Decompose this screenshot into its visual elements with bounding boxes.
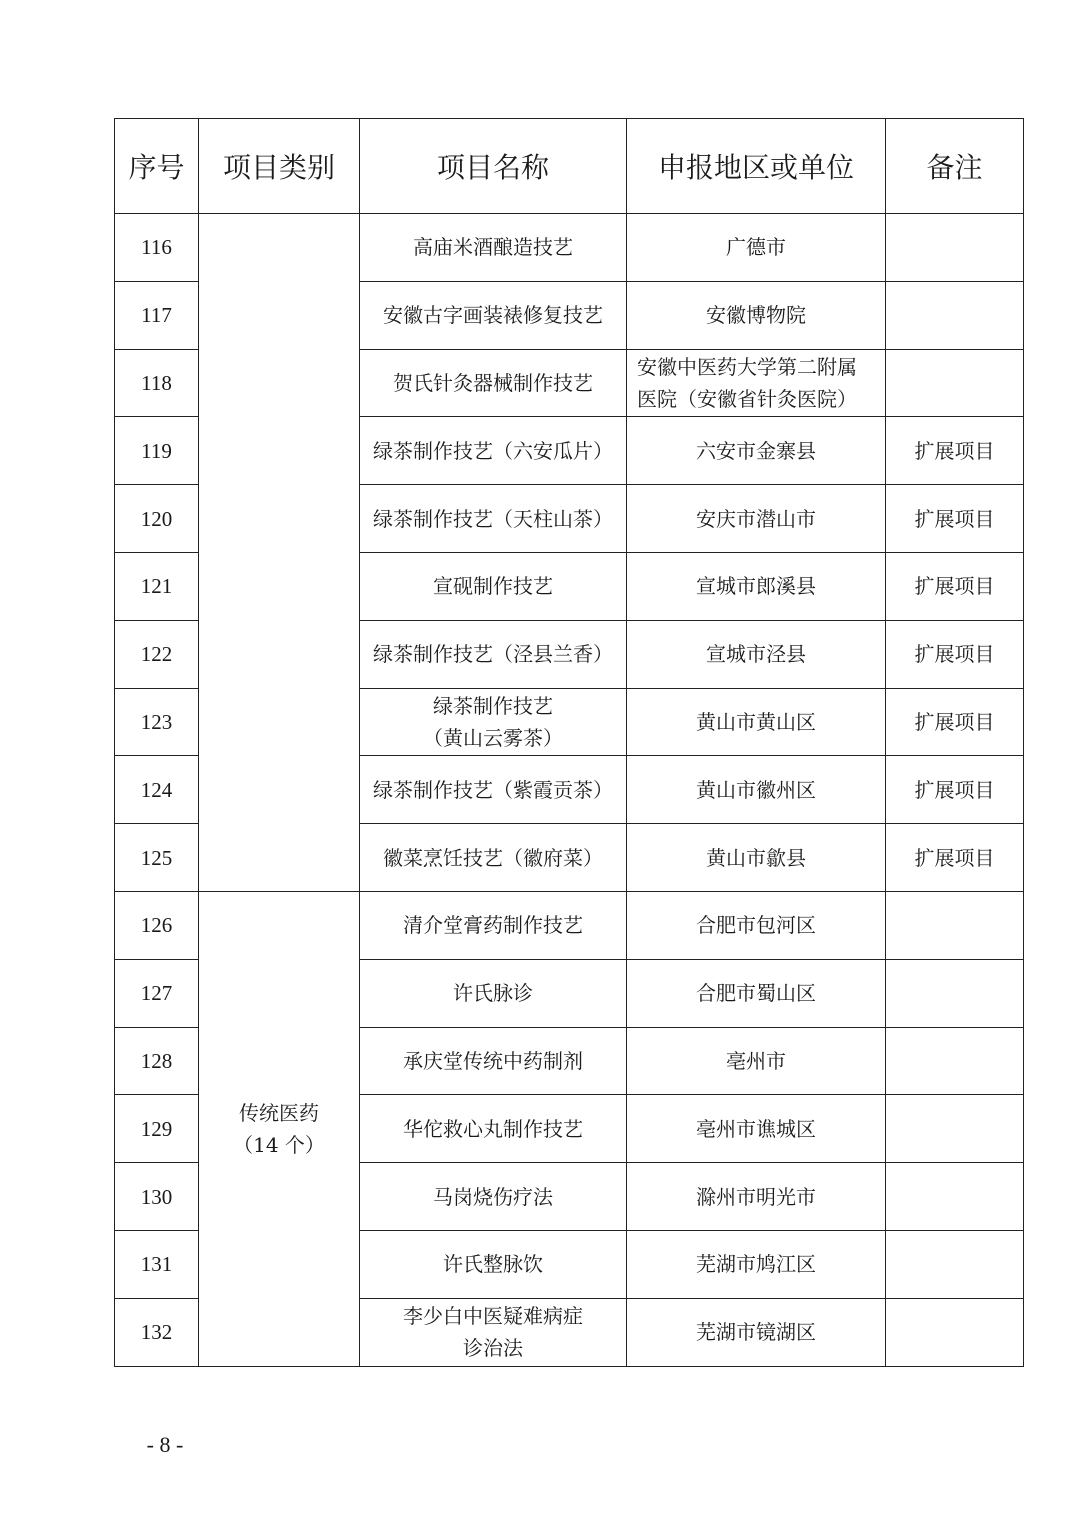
row-no: 118 (115, 349, 199, 417)
row-name: 许氏整脉饮 (360, 1230, 627, 1298)
row-name: 宣砚制作技艺 (360, 552, 627, 620)
row-note (886, 1298, 1024, 1366)
row-no: 132 (115, 1298, 199, 1366)
header-row (115, 119, 1024, 214)
category-count: （14 个） (233, 1132, 325, 1157)
row-no: 122 (115, 620, 199, 688)
row-note (886, 1230, 1024, 1298)
row-region: 亳州市谯城区 (627, 1095, 886, 1163)
row-region: 芜湖市镜湖区 (627, 1298, 886, 1366)
header-region: 申报地区或单位 (627, 119, 886, 214)
row-no: 116 (115, 214, 199, 282)
header-note: 备注 (886, 119, 1024, 214)
row-no: 130 (115, 1163, 199, 1231)
row-region: 黄山市歙县 (627, 824, 886, 892)
row-no: 119 (115, 417, 199, 485)
row-name: 许氏脉诊 (360, 959, 627, 1027)
row-region: 黄山市徽州区 (627, 756, 886, 824)
page-number: - 8 - (146, 1432, 184, 1457)
category-cell-medicine (199, 891, 360, 1366)
table-row (115, 214, 1024, 282)
row-region: 合肥市蜀山区 (627, 959, 886, 1027)
row-name: 徽菜烹饪技艺（徽府菜） (360, 824, 627, 892)
row-note: 扩展项目 (886, 688, 1024, 756)
row-no: 117 (115, 281, 199, 349)
row-region: 合肥市包河区 (627, 891, 886, 959)
row-no: 131 (115, 1230, 199, 1298)
row-note (886, 891, 1024, 959)
table-row (115, 891, 1024, 959)
row-name: 绿茶制作技艺（天柱山茶） (360, 485, 627, 553)
row-region: 滁州市明光市 (627, 1163, 886, 1231)
row-name: 贺氏针灸器械制作技艺 (360, 349, 627, 417)
row-region: 宣城市泾县 (627, 620, 886, 688)
category-label: 传统医药 (239, 1100, 319, 1125)
header-category: 项目类别 (199, 119, 360, 214)
row-name: 清介堂膏药制作技艺 (360, 891, 627, 959)
row-note: 扩展项目 (886, 620, 1024, 688)
row-note: 扩展项目 (886, 756, 1024, 824)
row-name: 绿茶制作技艺（紫霞贡茶） (360, 756, 627, 824)
row-region: 宣城市郎溪县 (627, 552, 886, 620)
row-name: 绿茶制作技艺（泾县兰香） (360, 620, 627, 688)
row-name: 李少白中医疑难病症诊治法 (360, 1298, 627, 1366)
row-no: 121 (115, 552, 199, 620)
row-note (886, 214, 1024, 282)
row-note (886, 349, 1024, 417)
row-name: 安徽古字画装裱修复技艺 (360, 281, 627, 349)
row-note: 扩展项目 (886, 417, 1024, 485)
row-region: 亳州市 (627, 1027, 886, 1095)
row-no: 125 (115, 824, 199, 892)
row-no: 128 (115, 1027, 199, 1095)
row-note: 扩展项目 (886, 552, 1024, 620)
row-region: 六安市金寨县 (627, 417, 886, 485)
header-no: 序号 (115, 119, 199, 214)
row-region: 广德市 (627, 214, 886, 282)
header-name: 项目名称 (360, 119, 627, 214)
row-note: 扩展项目 (886, 485, 1024, 553)
row-no: 129 (115, 1095, 199, 1163)
row-region: 黄山市黄山区 (627, 688, 886, 756)
row-region: 安庆市潜山市 (627, 485, 886, 553)
row-note (886, 959, 1024, 1027)
project-table (114, 118, 1024, 1367)
row-name: 华佗救心丸制作技艺 (360, 1095, 627, 1163)
row-region: 安徽博物院 (627, 281, 886, 349)
row-no: 126 (115, 891, 199, 959)
row-region: 芜湖市鸠江区 (627, 1230, 886, 1298)
row-name: 承庆堂传统中药制剂 (360, 1027, 627, 1095)
row-name: 绿茶制作技艺（六安瓜片） (360, 417, 627, 485)
row-no: 127 (115, 959, 199, 1027)
row-name: 绿茶制作技艺（黄山云雾茶） (360, 688, 627, 756)
row-note (886, 1163, 1024, 1231)
row-name: 马岗烧伤疗法 (360, 1163, 627, 1231)
row-no: 124 (115, 756, 199, 824)
row-no: 120 (115, 485, 199, 553)
row-note: 扩展项目 (886, 824, 1024, 892)
row-note (886, 1027, 1024, 1095)
row-no: 123 (115, 688, 199, 756)
row-name: 高庙米酒酿造技艺 (360, 214, 627, 282)
row-note (886, 281, 1024, 349)
row-note (886, 1095, 1024, 1163)
row-region: 安徽中医药大学第二附属医院（安徽省针灸医院） (627, 349, 886, 417)
category-cell-empty (199, 214, 360, 892)
